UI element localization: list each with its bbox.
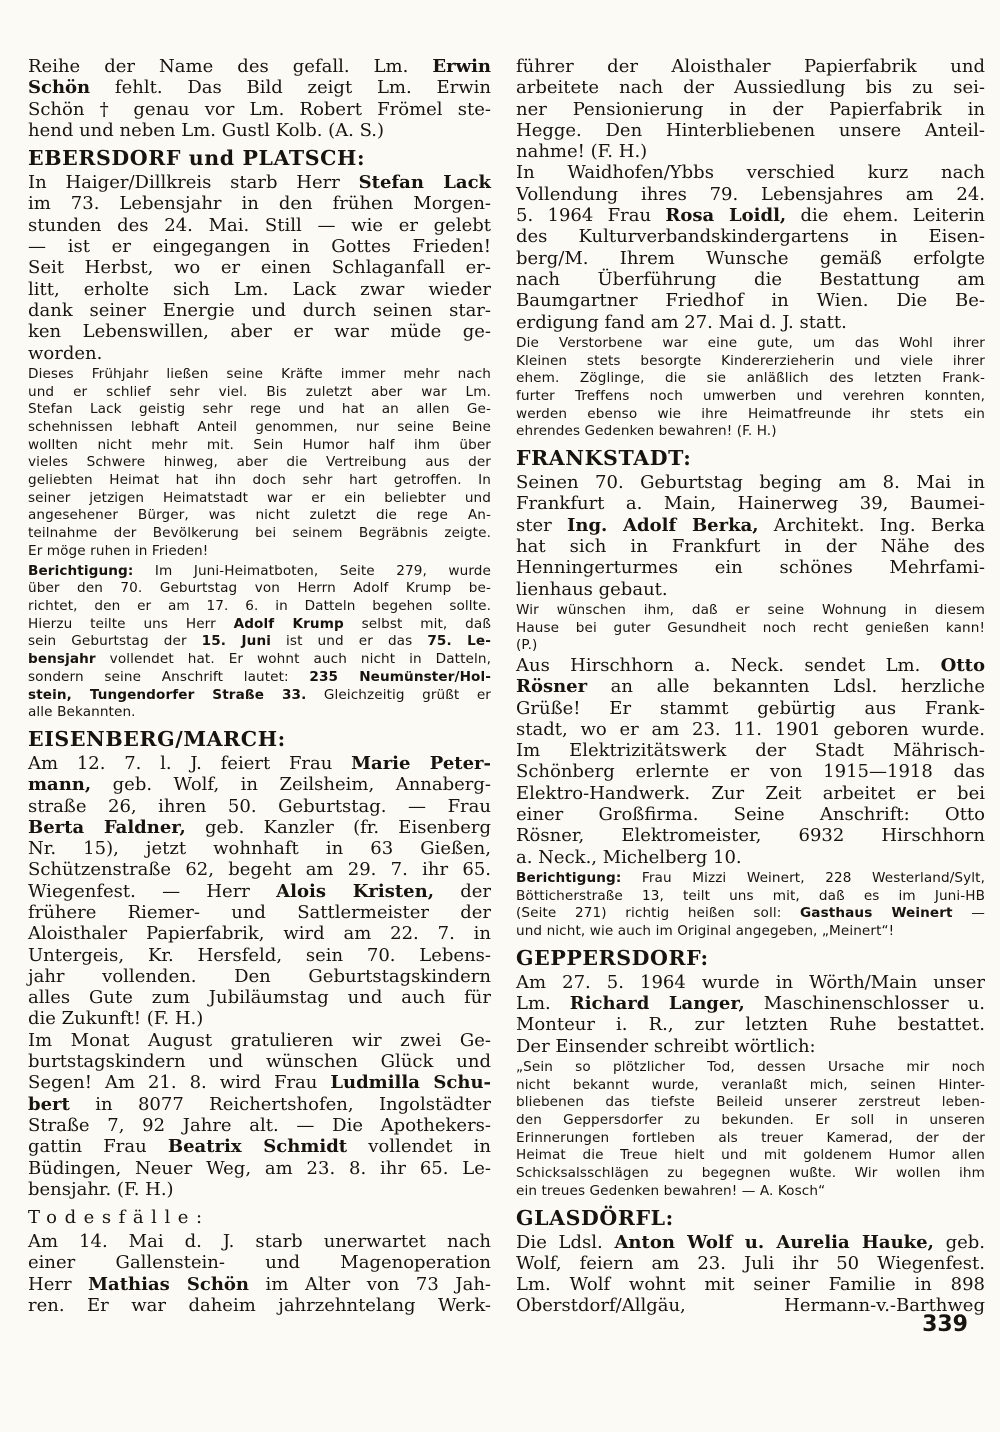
text-line (516, 1130, 985, 1148)
text-line (28, 120, 491, 141)
plain-text: (P.) (516, 637, 538, 654)
text-line (516, 493, 985, 514)
text-line (28, 580, 491, 598)
plain-text: über den 70. Geburtstag von Herrn Adolf Krump be- (28, 580, 491, 597)
text-line (28, 56, 491, 77)
subsection-heading: Todesfälle: (28, 1207, 210, 1229)
text-line (28, 454, 491, 472)
bold-text: Stefan Lack (358, 172, 492, 194)
plain-text: jahr vollenden. Den Geburtstagskindern (28, 965, 491, 987)
paragraph (516, 472, 985, 600)
text-line (516, 162, 985, 183)
text-line (516, 655, 985, 676)
plain-text: Maschinenschlosser u. (744, 993, 985, 1015)
plain-text: Henningerturmes ein schönes Mehrfami- (516, 557, 985, 579)
plain-text: Er möge ruhen in Frieden! (28, 542, 209, 559)
plain-text: bensjahr. (F. H.) (28, 1178, 174, 1200)
section-heading: GEPPERSDORF: (516, 945, 709, 970)
text-line (28, 923, 491, 944)
text-line (516, 847, 985, 868)
plain-text: straße 26, ihren 50. Geburtstag. — Frau (28, 795, 491, 817)
text-line (28, 1094, 491, 1115)
plain-text: Im Elektrizitätswerk der Stadt Mährisch- (516, 740, 985, 762)
bold-text: Schön (28, 77, 91, 99)
plain-text: führer der Aloisthaler Papierfabrik und (516, 56, 985, 77)
plain-text: die Zukunft! (F. H.) (28, 1008, 204, 1030)
plain-text: Am 12. 7. l. J. feiert Frau (28, 752, 352, 774)
paragraph (516, 56, 985, 162)
plain-text: arbeitete nach der Aussiedlung bis zu sei- (516, 77, 985, 99)
text-line (28, 236, 491, 257)
left-column (28, 56, 491, 1316)
bold-text: 15. Juni (201, 633, 271, 650)
bold-text: Richard Langer, (569, 993, 745, 1015)
text-line (516, 557, 985, 578)
plain-text: ner Pensionierung in der Papierfabrik in (516, 98, 985, 120)
plain-text: gattin Frau (28, 1136, 168, 1158)
text-line (516, 676, 985, 697)
text-line (28, 753, 491, 774)
plain-text: Elektro-Handwerk. Zur Zeit arbeitet er bei (516, 782, 985, 804)
plain-text: In Haiger/Dillkreis starb Herr (28, 172, 359, 194)
plain-text: alle Bekannten. (28, 704, 136, 721)
text-line (516, 1077, 985, 1095)
plain-text: Im Monat August gratulieren wir zwei Ge- (28, 1029, 491, 1051)
text-line (28, 1179, 491, 1200)
text-line (516, 99, 985, 120)
text-line (28, 817, 491, 838)
plain-text: Lm. (516, 993, 570, 1015)
text-line (28, 77, 491, 98)
text-line (28, 1030, 491, 1051)
text-line (516, 804, 985, 825)
text-line (516, 888, 985, 906)
plain-text: wollten nicht mehr mit. Sein Humor half ihm über (28, 436, 491, 453)
plain-text: Hierzu teilte uns Herr (28, 615, 234, 632)
text-line (516, 423, 985, 441)
text-line (516, 1059, 985, 1077)
plain-text: Erinnerungen fortleben als treuer Kamerad, der der (516, 1129, 985, 1146)
fine-print-paragraph (28, 366, 491, 561)
text-line (516, 536, 985, 557)
plain-text: ren. Er war daheim jahrzehntelang Werk- (28, 1295, 491, 1317)
bold-text: Marie Peter- (351, 752, 491, 774)
text-line (516, 698, 985, 719)
text-line (28, 215, 491, 236)
plain-text: teilnahme der Bevölkerung bei seinem Begräbnis zeigte. (28, 525, 491, 542)
plain-text: Dieses Frühjahr ließen seine Kräfte immer mehr nach (28, 365, 491, 382)
plain-text: ehrendes Gedenken bewahren! (F. H.) (516, 423, 777, 440)
text-line (28, 384, 491, 402)
plain-text: — (952, 905, 985, 922)
bold-text: 75. Le- (427, 633, 491, 650)
bold-text: Berichtigung: (516, 869, 622, 886)
plain-text: an alle bekannten Ldsl. herzliche (587, 676, 985, 698)
text-line (28, 902, 491, 923)
plain-text: und nicht, wie auch im Original angegeben, „Meinert“! (516, 923, 895, 940)
bold-text: Berichtigung: (28, 562, 134, 579)
text-line (28, 774, 491, 795)
text-line (28, 1158, 491, 1179)
plain-text: dank seiner Energie und durch seinen star- (28, 299, 491, 321)
text-line (28, 669, 491, 687)
section-heading: EISENBERG/MARCH: (28, 726, 286, 751)
text-line (28, 1051, 491, 1072)
plain-text: angesehener Bürger, was nicht zuletzt die rege An- (28, 507, 491, 524)
bold-text: Berta Faldner, (28, 816, 186, 838)
text-line (28, 563, 491, 581)
text-line (28, 1072, 491, 1093)
paragraph (28, 172, 491, 364)
plain-text: Baumgartner Friedhof in Wien. Die Be- (516, 290, 985, 312)
plain-text: in 8077 Reichertshofen, Ingolstädter (69, 1093, 491, 1115)
plain-text: die ehem. Leiterin (786, 205, 985, 227)
bold-text: Erwin (432, 56, 491, 77)
plain-text: schehnissen lebhaft Anteil genommen, nur seine Beine (28, 418, 491, 435)
text-line (516, 370, 985, 388)
plain-text: geb. (933, 1231, 985, 1253)
plain-text: Im Juni-Heimatboten, Seite 279, wurde (133, 562, 491, 579)
plain-text: — ist er eingegangen in Gottes Frieden! (28, 236, 491, 258)
plain-text: Hegge. Den Hinterbliebenen unsere Anteil- (516, 119, 985, 141)
plain-text: des Kulturverbandskindergartens in Eisen- (516, 226, 985, 248)
bold-text: stein, Tungendorfer Straße 33. (28, 686, 307, 703)
plain-text: sondern seine Anschrift lautet: (28, 668, 310, 685)
plain-text: Schönberg erlernte er von 1915—1918 das (516, 761, 985, 783)
text-line (516, 472, 985, 493)
bold-text: Rösner (516, 676, 588, 698)
text-line (516, 290, 985, 311)
plain-text: Oberstdorf/Allgäu, Hermann-v.-Barthweg (516, 1295, 985, 1317)
plain-text: einer Großfirma. Seine Anschrift: Otto (516, 804, 985, 826)
bold-text: Anton Wolf u. Aurelia Hauke, (614, 1231, 934, 1253)
plain-text: Reihe der Name des gefall. Lm. (28, 56, 433, 77)
plain-text: Wir wünschen ihm, daß er seine Wohnung in diesem (516, 601, 985, 618)
plain-text: frühere Riemer- und Sattlermeister der (28, 902, 491, 923)
plain-text: stunden des 24. Mai. Still — wie er gelebt (28, 214, 491, 236)
bold-text: Ludmilla Schu- (330, 1072, 492, 1094)
plain-text: Stefan Lack geistig sehr rege und hat an allen Ge- (28, 401, 491, 418)
plain-text: hend und neben Lm. Gustl Kolb. (A. S.) (28, 119, 385, 141)
text-line (516, 1165, 985, 1183)
bold-text: mann, (28, 774, 92, 796)
bold-text: Adolf Krump (233, 615, 344, 632)
bold-text: bert (28, 1093, 70, 1115)
plain-text: lienhaus gebaut. (516, 578, 668, 600)
plain-text: nicht bekannt wurde, veranlaßt mich, seinen Hinter- (516, 1076, 985, 1093)
bold-text: 235 Neumünster/Hol- (309, 668, 491, 685)
plain-text: hat sich in Frankfurt in der Nähe des (516, 535, 985, 557)
plain-text: Schicksalsschlägen zu begegnen wußte. Wir wollen ihm (516, 1165, 985, 1182)
text-line (28, 1231, 491, 1252)
text-line (28, 1295, 491, 1316)
text-line (28, 859, 491, 880)
text-line (516, 353, 985, 371)
plain-text: Hause bei guter Gesundheit noch recht genießen kann! (516, 619, 985, 636)
plain-text: richtet, den er am 17. 6. in Datteln begehen sollte. (28, 598, 491, 614)
text-line (28, 651, 491, 669)
plain-text: Der Einsender schreibt wörtlich: (516, 1035, 816, 1057)
fine-print-paragraph (516, 335, 985, 441)
plain-text: und er schlief sehr viel. Bis zuletzt aber war Lm. (28, 383, 491, 400)
text-line (516, 1274, 985, 1295)
plain-text: Frau Mizzi Weinert, 228 Westerland/Sylt, (621, 869, 985, 886)
text-line (516, 388, 985, 406)
text-line (516, 335, 985, 353)
plain-text: vollendet in (347, 1136, 492, 1158)
text-line (516, 77, 985, 98)
text-line (28, 172, 491, 193)
plain-text: ster (516, 514, 567, 536)
paragraph (516, 162, 985, 332)
text-line (516, 1036, 985, 1057)
plain-text: Am 27. 5. 1964 wurde in Wörth/Main unser (516, 971, 985, 993)
plain-text: ein treues Gedenken bewahren! — A. Kosch“ (516, 1182, 826, 1199)
plain-text: 5. 1964 Frau (516, 205, 666, 227)
plain-text: Die Ldsl. (516, 1231, 615, 1253)
plain-text: der (433, 880, 491, 902)
plain-text: Seinen 70. Geburtstag beging am 8. Mai in (516, 472, 985, 494)
text-line (516, 184, 985, 205)
plain-text: Aus Hirschhorn a. Neck. sendet Lm. (516, 654, 941, 676)
text-line (28, 279, 491, 300)
plain-text: Heimat die Treue hielt und mit goldenem Humor allen (516, 1147, 985, 1164)
text-line (28, 987, 491, 1008)
text-line (516, 515, 985, 536)
plain-text: den Geppersdorfer zu bekunden. Er soll in unseren (516, 1112, 985, 1129)
plain-text: stadt, wo er am 23. 11. 1901 geboren wurde. (516, 718, 985, 740)
text-line (28, 343, 491, 364)
plain-text: burtstagskindern und wünschen Glück und (28, 1051, 491, 1073)
text-line (516, 248, 985, 269)
text-line (28, 193, 491, 214)
plain-text: furter Treffens noch umwerben und verehren konnten, (516, 387, 985, 404)
plain-text: fehlt. Das Bild zeigt Lm. Erwin (90, 77, 491, 99)
text-line (28, 437, 491, 455)
plain-text: worden. (28, 342, 103, 364)
text-line (28, 1252, 491, 1273)
text-line (28, 704, 491, 722)
text-line (516, 1094, 985, 1112)
plain-text: alles Gute zum Jubiläumstag und auch für (28, 987, 491, 1009)
plain-text: Rösner, Elektromeister, 6932 Hirschhorn (516, 825, 985, 847)
plain-text: sein Geburtstag der (28, 633, 202, 650)
text-line (516, 312, 985, 333)
text-line (28, 300, 491, 321)
plain-text: Am 14. Mai d. J. starb unerwartet nach (28, 1231, 491, 1253)
plain-text: Schön † genau vor Lm. Robert Frömel ste- (28, 98, 491, 120)
text-line (28, 838, 491, 859)
text-line (28, 1274, 491, 1295)
text-line (516, 1253, 985, 1274)
text-line (516, 56, 985, 77)
fine-print-paragraph (516, 602, 985, 655)
text-line (28, 543, 491, 561)
text-line (516, 761, 985, 782)
plain-text: geb. Wolf, in Zeilsheim, Annaberg- (91, 774, 491, 796)
fine-print-paragraph (516, 1059, 985, 1201)
plain-text: nach Überführung die Bestattung am (516, 268, 985, 290)
plain-text: Schützenstraße 62, begeht am 29. 7. ihr 65. (28, 859, 491, 881)
plain-text: „Sein so plötzlicher Tod, dessen Ursache mir noch (516, 1058, 985, 1075)
text-line (28, 99, 491, 120)
plain-text: ist und er das (270, 633, 428, 650)
plain-text: In Waidhofen/Ybbs verschied kurz nach (516, 162, 985, 184)
plain-text: Grüße! Er stammt gebürtig aus Frank- (516, 697, 985, 719)
bold-text: Mathias Schön (88, 1273, 249, 1295)
plain-text: selbst mit, daß (343, 615, 491, 632)
plain-text: Bötticherstraße 13, teilt uns mit, daß es im Juni-HB (516, 887, 985, 904)
plain-text: Monteur i. R., zur letzten Ruhe bestattet. (516, 1014, 985, 1036)
plain-text: Aloisthaler Papierfabrik, wird am 22. 7. in (28, 923, 491, 945)
text-line (516, 1112, 985, 1130)
text-line (28, 1008, 491, 1029)
text-line (28, 945, 491, 966)
section-heading: GLASDÖRFL: (516, 1205, 674, 1230)
text-line (516, 1183, 985, 1201)
page-number: 339 (922, 1312, 968, 1337)
text-line (516, 783, 985, 804)
plain-text: Lm. Wolf wohnt mit seiner Familie in 898 (516, 1274, 985, 1296)
plain-text: nahme! (F. H.) (516, 141, 648, 163)
plain-text: Vollendung ihres 79. Lebensjahres am 24. (516, 183, 985, 205)
text-line (28, 321, 491, 342)
text-line (516, 226, 985, 247)
plain-text: geliebten Heimat hat ihn doch sehr hart getroffen. In (28, 472, 491, 489)
bold-text: Beatrix Schmidt (167, 1136, 348, 1158)
text-line (516, 972, 985, 993)
plain-text: ehem. Zöglinge, die sie anläßlich des letzten Frank- (516, 370, 985, 387)
bold-text: Rosa Loidl, (665, 205, 787, 227)
bold-text: Alois Kristen, (276, 880, 434, 902)
text-line (516, 269, 985, 290)
text-line (28, 616, 491, 634)
text-line (28, 419, 491, 437)
text-line (516, 620, 985, 638)
plain-text: Straße 7, 92 Jahre alt. — Die Apothekers- (28, 1114, 491, 1136)
plain-text: erdigung fand am 27. Mai d. J. statt. (516, 311, 847, 333)
text-line (516, 905, 985, 923)
text-line (516, 825, 985, 846)
plain-text: Kleinen stets besorgte Kindererzieherin und viele ihrer (516, 352, 985, 369)
plain-text: Segen! Am 21. 8. wird Frau (28, 1072, 331, 1094)
text-line (28, 598, 491, 616)
text-line (28, 366, 491, 384)
text-line (28, 507, 491, 525)
bold-text: bensjahr (28, 651, 96, 668)
plain-text: Wiegenfest. — Herr (28, 880, 277, 902)
bold-text: Otto (940, 654, 985, 676)
plain-text: Seit Herbst, wo er einen Schlaganfall er- (28, 257, 491, 279)
plain-text: berg/M. Ihrem Wunsche gemäß erfolgte (516, 247, 985, 269)
bold-text: Ing. Adolf Berka, (566, 514, 759, 536)
text-line (516, 141, 985, 162)
text-line (516, 205, 985, 226)
text-line (28, 525, 491, 543)
plain-text: bliebenen das tiefste Beileid unserer zerstreut leben- (516, 1094, 985, 1111)
plain-text: einer Gallenstein- und Magenoperation (28, 1252, 491, 1274)
text-line (28, 966, 491, 987)
text-line (28, 687, 491, 705)
text-line (28, 881, 491, 902)
plain-text: im 73. Lebensjahr in den frühen Morgen- (28, 193, 491, 215)
text-line (516, 870, 985, 888)
text-line (516, 120, 985, 141)
plain-text: Architekt. Ing. Berka (758, 514, 985, 536)
text-line (516, 993, 985, 1014)
text-line (516, 1295, 985, 1316)
section-heading: FRANKSTADT: (516, 446, 692, 471)
text-line (516, 406, 985, 424)
plain-text: Nr. 15), jetzt wohnhaft in 63 Gießen, (28, 838, 491, 860)
plain-text: litt, erholte sich Lm. Lack zwar wieder (28, 278, 491, 300)
text-line (516, 1014, 985, 1035)
fine-print-paragraph (28, 563, 491, 722)
paragraph (28, 1231, 491, 1316)
bold-text: Gasthaus Weinert (800, 905, 953, 922)
text-line (516, 1232, 985, 1253)
plain-text: Herr (28, 1273, 89, 1295)
plain-text: Wolf, feiern am 23. Juli ihr 50 Wiegenfest. (516, 1252, 985, 1274)
text-line (516, 719, 985, 740)
plain-text: Frankfurt a. Main, Hainerweg 39, Baumei- (516, 493, 985, 515)
plain-text: a. Neck., Michelberg 10. (516, 846, 742, 868)
text-line (516, 637, 985, 655)
text-line (516, 579, 985, 600)
plain-text: Die Verstorbene war eine gute, um das Wohl ihrer (516, 334, 985, 351)
text-line (516, 602, 985, 620)
plain-text: Gleichzeitig grüßt er (306, 686, 491, 703)
plain-text: werden ebenso wie ihre Heimatfreunde ihr stets ein (516, 405, 985, 422)
text-line (28, 633, 491, 651)
paragraph (516, 655, 985, 868)
text-line (28, 490, 491, 508)
text-line (28, 472, 491, 490)
plain-text: Büdingen, Neuer Weg, am 23. 8. ihr 65. Le- (28, 1157, 491, 1179)
plain-text: seiner jetzigen Heimatstadt war er ein beliebter und (28, 489, 491, 506)
plain-text: vieles Schwere hinweg, aber die Vertreibung aus der (28, 454, 491, 471)
text-line (28, 796, 491, 817)
text-line (28, 257, 491, 278)
paragraph (516, 972, 985, 1057)
text-line (516, 740, 985, 761)
paragraph (28, 56, 491, 141)
plain-text: vollendet hat. Er wohnt auch nicht in Datteln, (95, 651, 491, 668)
plain-text: (Seite 271) richtig heißen soll: (516, 905, 801, 922)
text-line (516, 1147, 985, 1165)
text-line (516, 923, 985, 941)
right-column (516, 56, 985, 1317)
plain-text: im Alter von 73 Jah- (249, 1273, 492, 1295)
paragraph (28, 753, 491, 1030)
text-line (28, 1115, 491, 1136)
paragraph (516, 1232, 985, 1317)
paragraph (28, 1030, 491, 1200)
text-line (28, 1136, 491, 1157)
plain-text: Untergeis, Kr. Hersfeld, sein 70. Lebens- (28, 944, 491, 966)
text-line (28, 401, 491, 419)
section-heading: EBERSDORF und PLATSCH: (28, 146, 366, 171)
plain-text: geb. Kanzler (fr. Eisenberg (185, 816, 491, 838)
fine-print-paragraph (516, 870, 985, 941)
plain-text: ken Lebenswillen, aber er war müde ge- (28, 321, 491, 343)
